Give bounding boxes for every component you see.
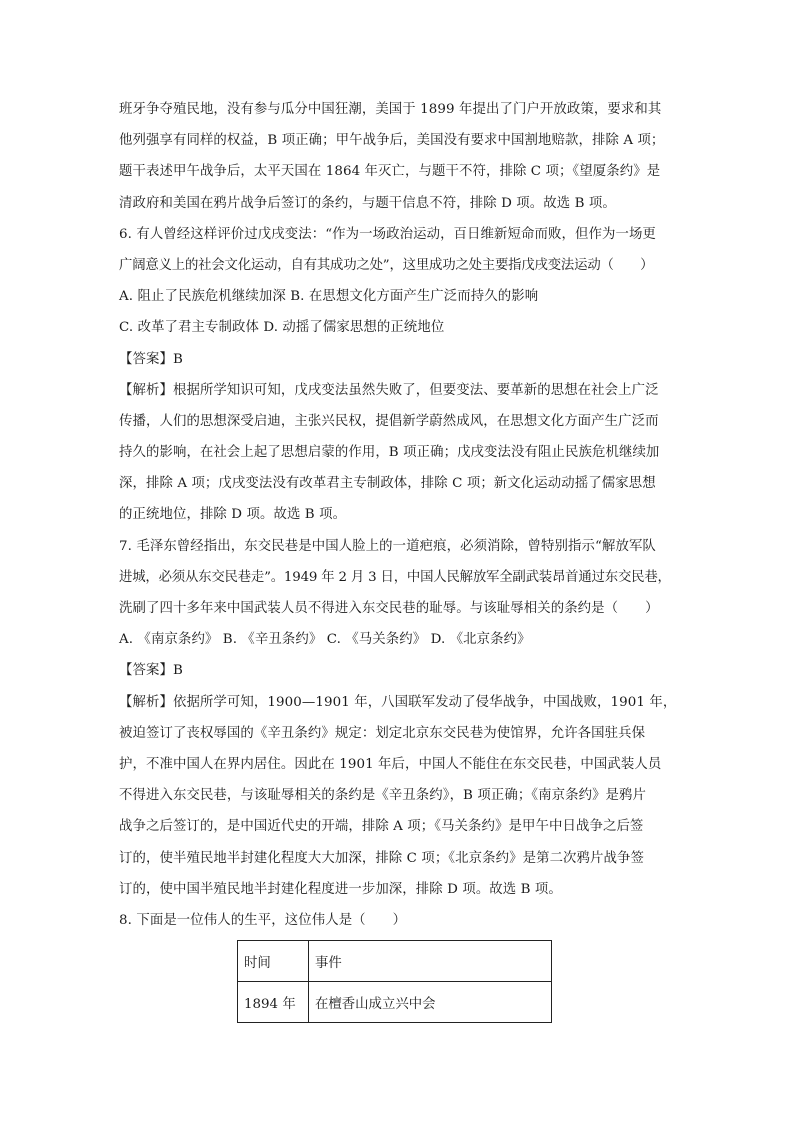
question-7-analysis: 订的，使中国半殖民地半封建化程度进一步加深，排除 D 项。故选 B 项。 bbox=[119, 881, 562, 897]
question-7-analysis: 护，不准中国人在界内居住。因此在 1901 年后，中国人不能住在东交民巷，中国武装人员 bbox=[119, 756, 662, 772]
question-7-analysis: 订的，使半殖民地半封建化程度大大加深，排除 C 项；《北京条约》是第二次鸦片战争签 bbox=[119, 850, 644, 866]
question-7-stem: 进城，必须从东交民巷走”。1949 年 2 月 3 日，中国人民解放军全副武装昂首通过东交民巷， bbox=[119, 569, 671, 585]
question-6-stem: 6. 有人曾经这样评价过戊戌变法：“作为一场政治运动，百日维新短命而败，但作为一场更 bbox=[119, 226, 656, 242]
question-7-stem: 7. 毛泽东曾经指出，东交民巷是中国人脸上的一道疤痕，必须消除，曾特别指示“解放军队 bbox=[119, 538, 656, 554]
question-8-stem: 8. 下面是一位伟人的生平，这位伟人是（ ） bbox=[119, 912, 407, 928]
text-line: 清政府和美国在鸦片战争后签订的条约，与题干信息不符，排除 D 项。故选 B 项。 bbox=[119, 195, 616, 211]
question-7-analysis: 战争之后签订的，是中国近代史的开端，排除 A 项；《马关条约》是甲午中日战争之后签 bbox=[119, 819, 644, 835]
text-line: 他列强享有同样的权益，B 项正确；甲午战争后，美国没有要求中国割地赔款，排除 A 项； bbox=[119, 133, 665, 149]
table-cell: 1894 年 bbox=[238, 982, 309, 1023]
question-7-analysis: 被迫签订了丧权辱国的《辛丑条约》规定：划定北京东交民巷为使馆界，允许各国驻兵保 bbox=[119, 725, 646, 741]
document-body bbox=[119, 100, 681, 942]
question-6-answer: 【答案】B bbox=[119, 351, 183, 367]
question-7-answer: 【答案】B bbox=[119, 663, 183, 679]
question-6-stem: 广阔意义上的社会文化运动，自有其成功之处”，这里成功之处主要指戊戌变法运动（ ） bbox=[119, 257, 654, 273]
question-7-analysis: 不得进入东交民巷，与该耻辱相关的条约是《辛丑条约》，B 项正确；《南京条约》是鸦片 bbox=[119, 788, 647, 804]
question-6-options: A. 阻止了民族危机继续加深 B. 在思想文化方面产生广泛而持久的影响 bbox=[119, 289, 539, 305]
table-cell: 在檀香山成立兴中会 bbox=[309, 982, 552, 1023]
question-6-analysis: 传播，人们的思想深受启迪，主张兴民权，提倡新学蔚然成风，在思想文化方面产生广泛而 bbox=[119, 413, 659, 429]
question-7-options: A. 《南京条约》 B. 《辛丑条约》 C. 《马关条约》 D. 《北京条约》 bbox=[119, 632, 531, 648]
question-6-analysis: 的正统地位，排除 D 项。故选 B 项。 bbox=[119, 507, 347, 523]
question-6-analysis: 持久的影响，在社会上起了思想启蒙的作用，B 项正确；戊戌变法没有阻止民族危机继续加 bbox=[119, 445, 660, 461]
table-row bbox=[238, 982, 552, 1023]
question-6-analysis: 【解析】根据所学知识可知，戊戌变法虽然失败了，但要变法、要革新的思想在社会上广泛 bbox=[119, 382, 659, 398]
question-6-analysis: 深，排除 A 项；戊戌变法没有改革君主专制政体，排除 C 项；新文化运动动摇了儒家思想 bbox=[119, 476, 656, 492]
question-7-analysis: 【解析】依据所学可知，1900—1901 年，八国联军发动了侵华战争，中国战败，1901 年， bbox=[119, 694, 677, 710]
question-6-options: C. 改革了君主专制政体 D. 动摇了儒家思想的正统地位 bbox=[119, 320, 445, 336]
table-header-row bbox=[238, 941, 552, 982]
table-header-cell: 事件 bbox=[309, 941, 552, 982]
biography-table bbox=[237, 940, 552, 1023]
text-line: 题干表述甲午战争后，太平天国在 1864 年灭亡，与题干不符，排除 C 项；《望厦条约》是 bbox=[119, 164, 661, 180]
table-header-cell: 时间 bbox=[238, 941, 309, 982]
question-7-stem: 洗刷了四十多年来中国武装人员不得进入东交民巷的耻辱。与该耻辱相关的条约是（ ） bbox=[119, 601, 659, 616]
text-line: 班牙争夺殖民地，没有参与瓜分中国狂潮，美国于 1899 年提出了门户开放政策，要求和其 bbox=[119, 102, 662, 117]
